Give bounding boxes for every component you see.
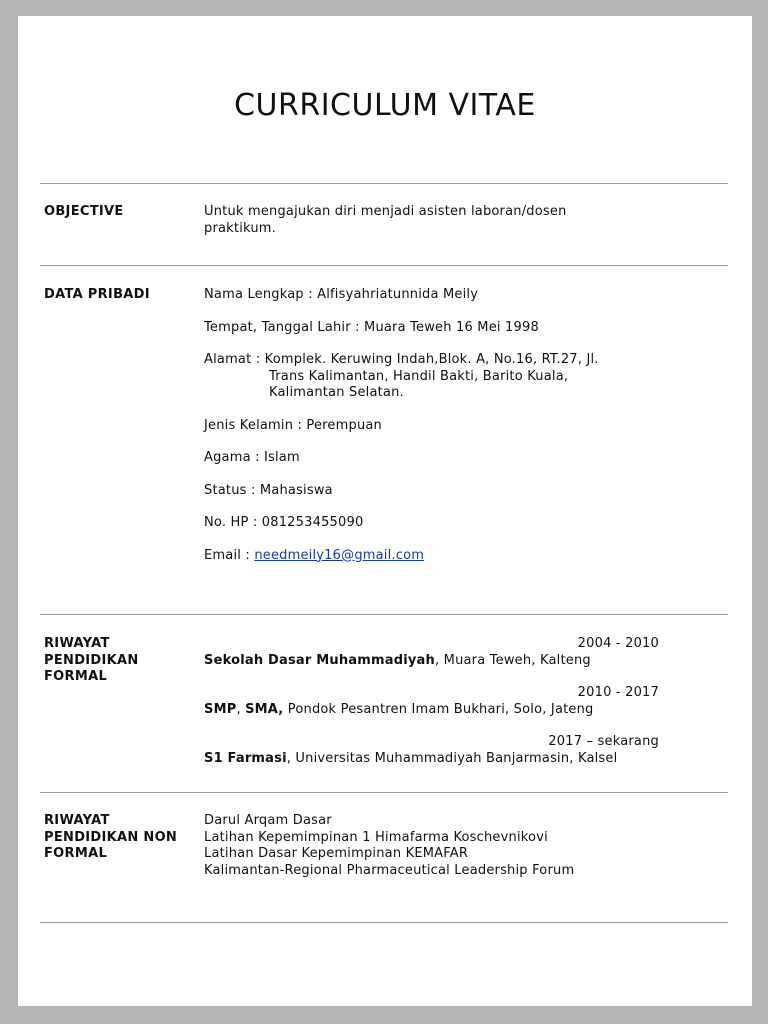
school-location: , Muara Teweh, Kalteng [434, 652, 591, 668]
hp-field: No. HP : 081253455090 [204, 515, 364, 530]
data-pribadi-content [204, 287, 659, 564]
education-entry [204, 685, 659, 718]
label-line: FORMAL [44, 669, 108, 684]
email-label: Email : [204, 547, 255, 563]
school-name: SMP [204, 701, 237, 717]
status-field: Status : Mahasiswa [204, 482, 333, 498]
education-years: 2004 - 2010 [577, 636, 659, 651]
label-line: PENDIDIKAN NON [44, 829, 178, 845]
school-separator: , [236, 701, 246, 717]
training-item: Latihan Dasar Kepemimpinan KEMAFAR [204, 846, 469, 861]
training-item: Darul Arqam Dasar [204, 813, 332, 828]
email-link[interactable]: needmeily16@gmail.com [254, 547, 425, 563]
section-divider [40, 792, 728, 793]
alamat-field [204, 352, 659, 402]
education-years: 2010 - 2017 [577, 685, 659, 700]
section-divider [40, 614, 728, 615]
pendidikan-non-formal-content [204, 813, 659, 879]
education-entry [204, 636, 659, 669]
pendidikan-formal-content [204, 636, 659, 767]
objective-line: praktikum. [204, 220, 276, 236]
school-name: S1 Farmasi [204, 750, 287, 766]
education-years: 2017 – sekarang [548, 734, 659, 749]
section-divider [40, 265, 728, 266]
objective-label: OBJECTIVE [44, 204, 124, 219]
training-item: Latihan Kepemimpinan 1 Himafarma Koschevnikovi [204, 829, 548, 845]
jenis-kelamin-field: Jenis Kelamin : Perempuan [204, 417, 382, 433]
section-divider [40, 183, 728, 184]
section-divider [40, 922, 728, 923]
education-entry [204, 734, 659, 767]
label-line: FORMAL [44, 846, 108, 861]
alamat-line: Trans Kalimantan, Handil Bakti, Barito Kuala, [269, 368, 569, 384]
school-name: SMA, [245, 701, 284, 717]
label-line: RIWAYAT [44, 636, 110, 651]
alamat-label: Alamat : [204, 352, 265, 367]
ttl-field: Tempat, Tanggal Lahir : Muara Teweh 16 Mei 1998 [204, 319, 539, 335]
label-line: PENDIDIKAN [44, 652, 139, 668]
school-location: Pondok Pesantren Imam Bukhari, Solo, Jateng [283, 701, 594, 717]
objective-line: Untuk mengajukan diri menjadi asisten laboran/dosen [204, 204, 567, 219]
label-line: RIWAYAT [44, 813, 110, 828]
alamat-line: Kalimantan Selatan. [269, 385, 404, 400]
nama-field: Nama Lengkap : Alfisyahriatunnida Meily [204, 287, 479, 302]
page-title: CURRICULUM VITAE [234, 88, 536, 123]
school-name: Sekolah Dasar Muhammadiyah [204, 652, 435, 668]
pendidikan-non-formal-label [44, 813, 194, 863]
email-field [204, 548, 659, 565]
agama-field: Agama : Islam [204, 450, 300, 465]
alamat-line: Komplek. Keruwing Indah,Blok. A, No.16, RT.27, Jl. [264, 352, 599, 367]
school-location: , Universitas Muhammadiyah Banjarmasin, Kalsel [286, 750, 618, 766]
objective-text [204, 204, 659, 237]
training-item: Kalimantan-Regional Pharmaceutical Leadership Forum [204, 862, 575, 878]
cv-page [18, 16, 752, 1006]
data-pribadi-label: DATA PRIBADI [44, 287, 150, 302]
pendidikan-formal-label [44, 636, 194, 686]
